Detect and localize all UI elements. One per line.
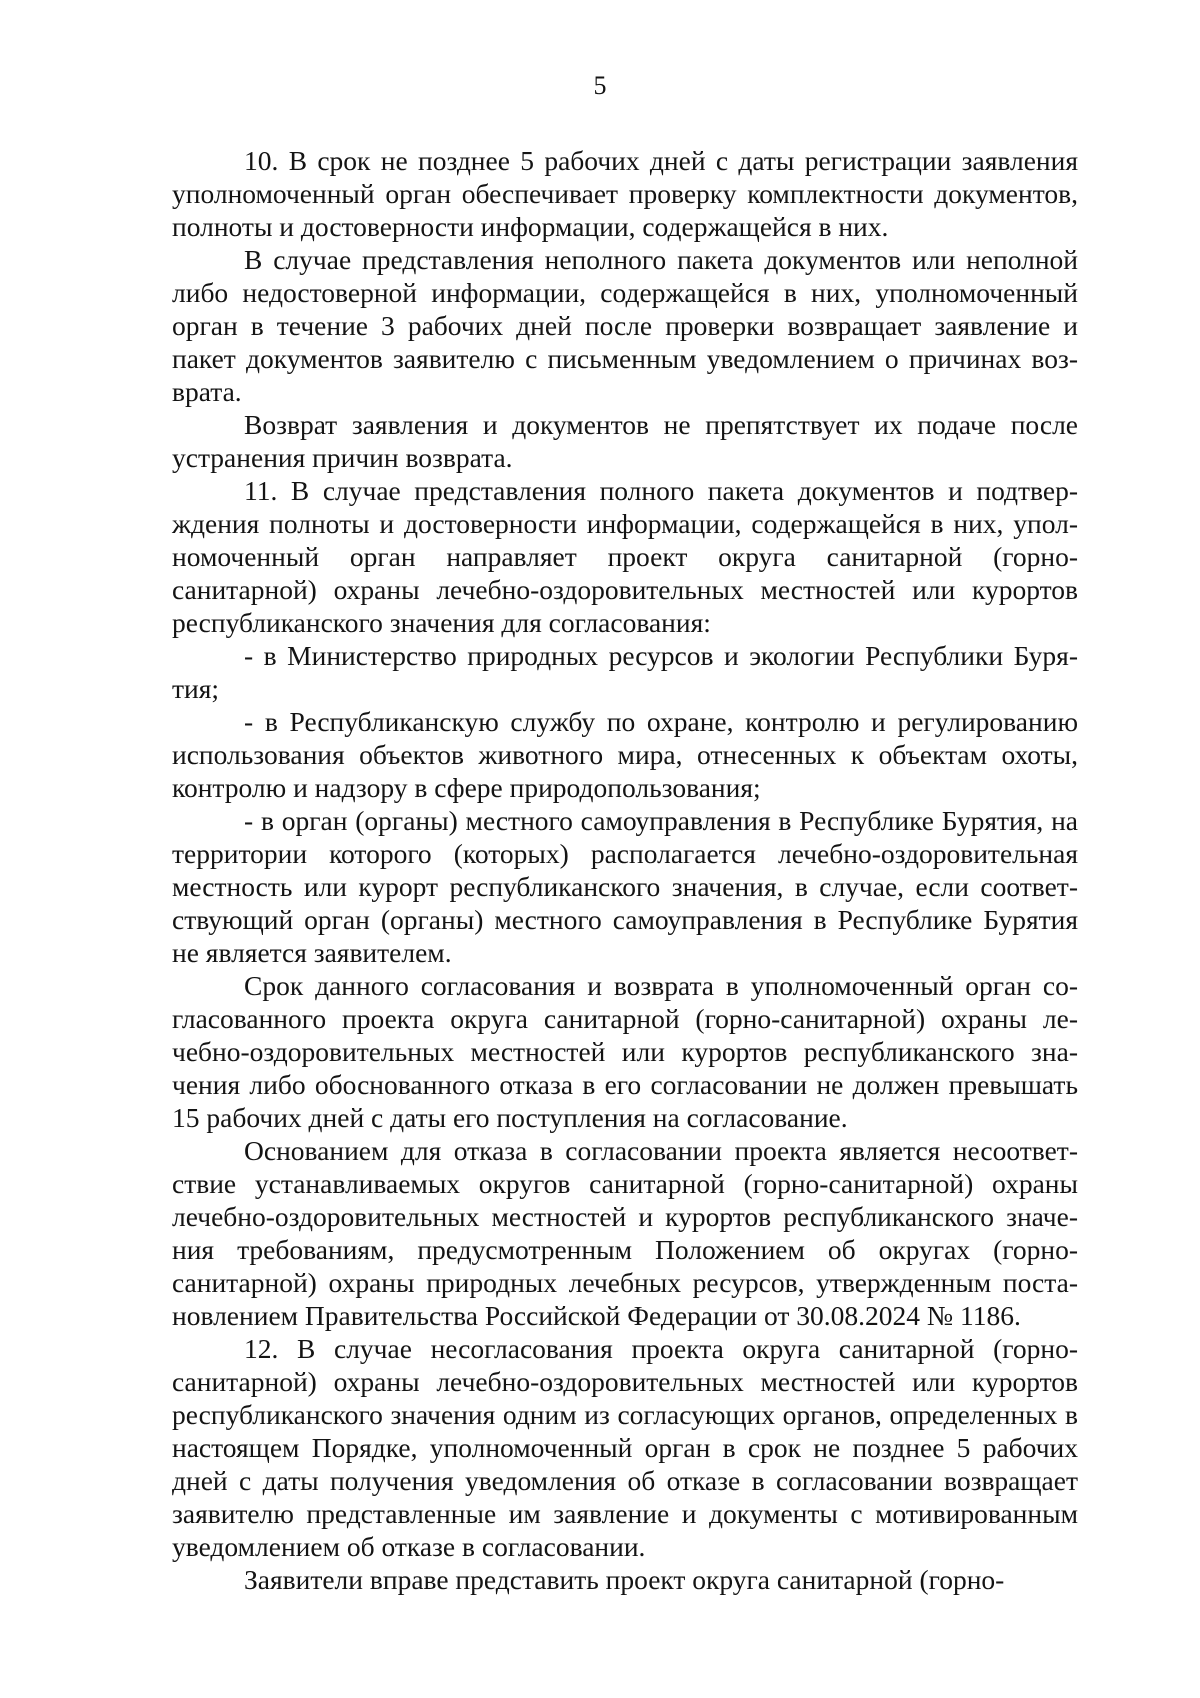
paragraph: В случае представления неполного пакета документов или неполной либо недостоверной информации, содержащейся в них, уполномоченный орган в течение 3 рабочих дней после проверки возвращает заявление и пакет документов заявителю с письменным уведомлением о причинах возврата. — [172, 244, 1078, 407]
paragraph: Срок данного согласования и возврата в уполномоченный орган согласованного проекта округа санитарной (горно-санитарной) охраны лечебно-оздоровительных местностей или курортов республиканского значения либо обоснованного отказа в его согласовании не должен превышать 15 рабочих дней с даты его поступления на согласование. — [172, 970, 1078, 1133]
paragraph: 12. В случае несогласования проекта округа санитарной (горно-санитарной) охраны лечебно-оздоровительных местностей или курортов республиканского значения одним из согласующих органов, определенных в настоящем Порядке, уполномоченный орган в срок не позднее 5 рабочих дней с даты получения уведомления об отказе в согласовании возвращает заявителю представленные им заявление и документы с мотивированным уведомлением об отказе в согласовании. — [172, 1333, 1078, 1562]
paragraph: Возврат заявления и документов не препятствует их подаче после устранения причин возврата. — [172, 409, 1078, 473]
document-body — [172, 144, 1078, 1596]
list-item: - в Министерство природных ресурсов и экологии Республики Бурятия; — [172, 640, 1078, 704]
page-number: 5 — [593, 71, 607, 100]
list-item: - в Республиканскую службу по охране, контролю и регулированию использования объектов животного мира, отнесенных к объектам охоты, контролю и надзору в сфере природопользования; — [172, 706, 1078, 803]
paragraph: Заявители вправе представить проект округа санитарной (горно- — [244, 1564, 1005, 1595]
list-item: - в орган (органы) местного самоуправления в Республике Бурятия, на территории которого (которых) располагается лечебно-оздоровительная местность или курорт республиканского значения, в случае, если соответствующий орган (органы) местного самоуправления в Республике Бурятия не является заявителем. — [172, 805, 1078, 968]
paragraph: 11. В случае представления полного пакета документов и подтверждения полноты и достоверности информации, содержащейся в них, уполномоченный орган направляет проект округа санитарной (горно-санитарной) охраны лечебно-оздоровительных местностей или курортов республиканского значения для согласования: — [172, 475, 1078, 638]
paragraph: 10. В срок не позднее 5 рабочих дней с даты регистрации заявления уполномоченный орган обеспечивает проверку комплектности документов, полноты и достоверности информации, содержащейся в них. — [172, 145, 1078, 242]
paragraph: Основанием для отказа в согласовании проекта является несоответствие устанавливаемых округов санитарной (горно-санитарной) охраны лечебно-оздоровительных местностей и курортов республиканского значения требованиям, предусмотренным Положением об округах (горно-санитарной) охраны природных лечебных ресурсов, утвержденным постановлением Правительства Российской Федерации от 30.08.2024 № 1186. — [172, 1135, 1078, 1331]
